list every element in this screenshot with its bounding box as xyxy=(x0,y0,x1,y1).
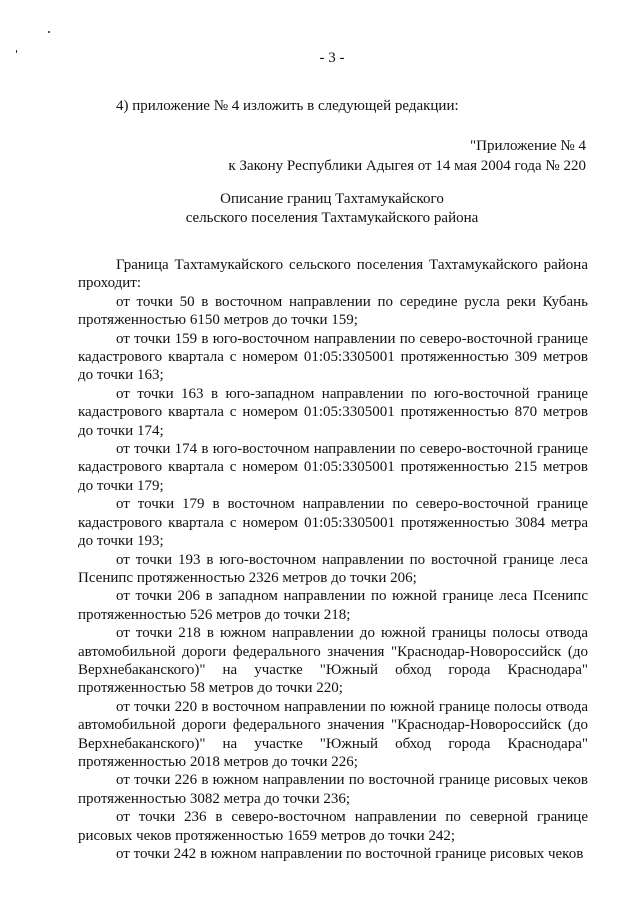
appendix-law-reference: к Закону Республики Адыгея от 14 мая 2004 года № 220 xyxy=(228,158,586,174)
intro-line: 4) приложение № 4 изложить в следующей редакции: xyxy=(116,98,459,114)
paragraph: от точки 179 в восточном направлении по северо-восточной границе кадастрового квартала с номером 01:05:3305001 протяженностью 3084 метра до точки 193; xyxy=(78,496,588,550)
paragraph: от точки 193 в юго-восточном направлении по восточной границе леса Псенипс протяженностью 2326 метров до точки 206; xyxy=(78,551,588,586)
paragraph: от точки 159 в юго-восточном направлении по северо-восточной границе кадастрового квартала с номером 01:05:3305001 протяженностью 309 метров до точки 163; xyxy=(78,330,588,384)
paragraph: от точки 218 в южном направлении до южной границы полосы отвода автомобильной дороги федерального значения "Краснодар-Новороссийск (до Верхнебаканского)" на участке "Южный обход города Краснодара" протяженностью 58 метров до точки 220; xyxy=(78,625,588,697)
paragraph: от точки 50 в восточном направлении по середине русла реки Кубань протяженностью 6150 метров до точки 159; xyxy=(78,293,588,329)
appendix-title: "Приложение № 4 xyxy=(470,138,586,154)
page-number: - 3 - xyxy=(319,50,345,66)
paragraph: от точки 174 в юго-восточном направлении по северо-восточной границе кадастрового квартала с номером 01:05:3305001 протяженностью 215 метров до точки 179; xyxy=(78,441,588,494)
heading-line-2: сельского поселения Тахтамукайского района xyxy=(185,210,479,226)
appendix-reference xyxy=(228,136,586,176)
paragraph: от точки 242 в южном направлении по восточной границе рисовых чеков xyxy=(116,846,584,862)
boundary-description xyxy=(78,256,588,863)
paragraph: от точки 226 в южном направлении по восточной границе рисовых чеков протяженностью 3082 метра до точки 236; xyxy=(78,772,588,807)
paragraph: от точки 236 в северо-восточном направлении по северной границе рисовых чеков протяженностью 1659 метров до точки 242; xyxy=(78,809,588,844)
heading-line-1: Описание границ Тахтамукайского xyxy=(220,191,444,207)
paragraph: Граница Тахтамукайского сельского поселения Тахтамукайского района проходит: xyxy=(78,257,588,292)
paragraph: от точки 163 в юго-западном направлении по юго-восточной границе кадастрового квартала с номером 01:05:3305001 протяженностью 870 метров до точки 174; xyxy=(78,385,588,439)
scan-speck xyxy=(48,31,50,33)
section-heading xyxy=(0,190,640,228)
paragraph: от точки 220 в восточном направлении по южной границе полосы отвода автомобильной дороги федерального значения "Краснодар-Новороссийск (до Верхнебаканского)" на участке "Южный обход города Краснодара" протяженностью 2018 метров до точки 226; xyxy=(78,698,588,770)
paragraph: от точки 206 в западном направлении по южной границе леса Псенипс протяженностью 526 метров до точки 218; xyxy=(78,588,588,623)
